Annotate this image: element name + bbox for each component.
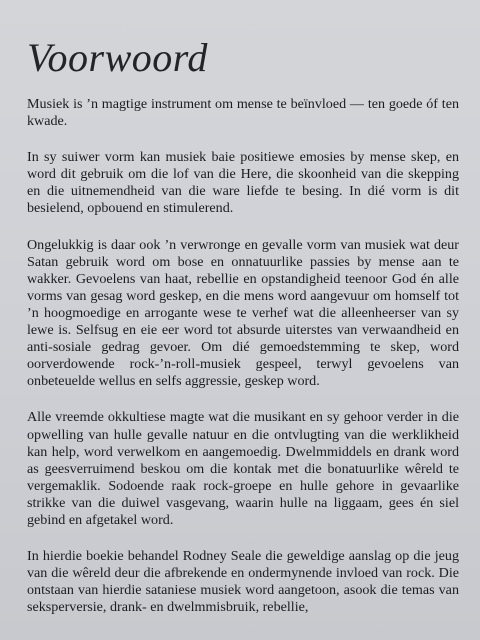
page-content	[27, 36, 459, 635]
page-title: Voorwoord	[27, 35, 208, 80]
paragraph-4: Alle vreemde okkultiese magte wat die musikant en sy gehoor verder in die opwelling van hulle gevalle natuur en die ontvlugting van die werklikheid kan help, word verwelkom en aangemoedig. Dwelmmiddels en drank word as geesverruimend beskou om die kontak met die bonatuurlike wêreld te vergemaklik. Sodoende raak rock-groepe en hulle gehore in gevaarlike strikke van die duiwel vasgevang, waarin hulle na liggaam, gees én siel gebind en afgetakel word.	[27, 409, 459, 528]
paragraph-2: In sy suiwer vorm kan musiek baie positiewe emosies by mense skep, en word dit gebruik om die lof van die Here, die skoonheid van die skepping en die uitnemendheid van die ware liefde te besing. In dié vorm is dit besielend, opbouend en stimulerend.	[27, 149, 459, 217]
paragraph-5: In hierdie boekie behandel Rodney Seale die geweldige aanslag op die jeug van die wêreld deur die afbrekende en ondermynende invloed van rock. Die ontstaan van hierdie sataniese musiek word aangetoon, asook die temas van seksperversie, drank- en dwelmmisbruik, rebellie,	[27, 548, 459, 616]
paragraph-1: Musiek is ’n magtige instrument om mense te beïnvloed — ten goede óf ten kwade.	[27, 96, 459, 130]
paragraph-3: Ongelukkig is daar ook ’n verwronge en gevalle vorm van musiek wat deur Satan gebruik word om bose en onnatuurlike passies by mense aan te wakker. Gevoelens van haat, rebellie en opstandigheid teenoor God én alle vorms van gesag word geskep, en die mens word aangevuur om homself tot ’n hoogmoedige en arrogante wese te verhef wat die alleenheerser van sy lewe is. Selfsug en eie eer word tot absurde uiterstes van verwaandheid en anti-sosiale gedrag gevoer. Om dié gemoedstemming te skep, word oorverdowende rock-’n-roll-musiek gespeel, terwyl gevoelens van onbeteuelde wellus en selfs aggressie, geskep word.	[27, 236, 459, 390]
